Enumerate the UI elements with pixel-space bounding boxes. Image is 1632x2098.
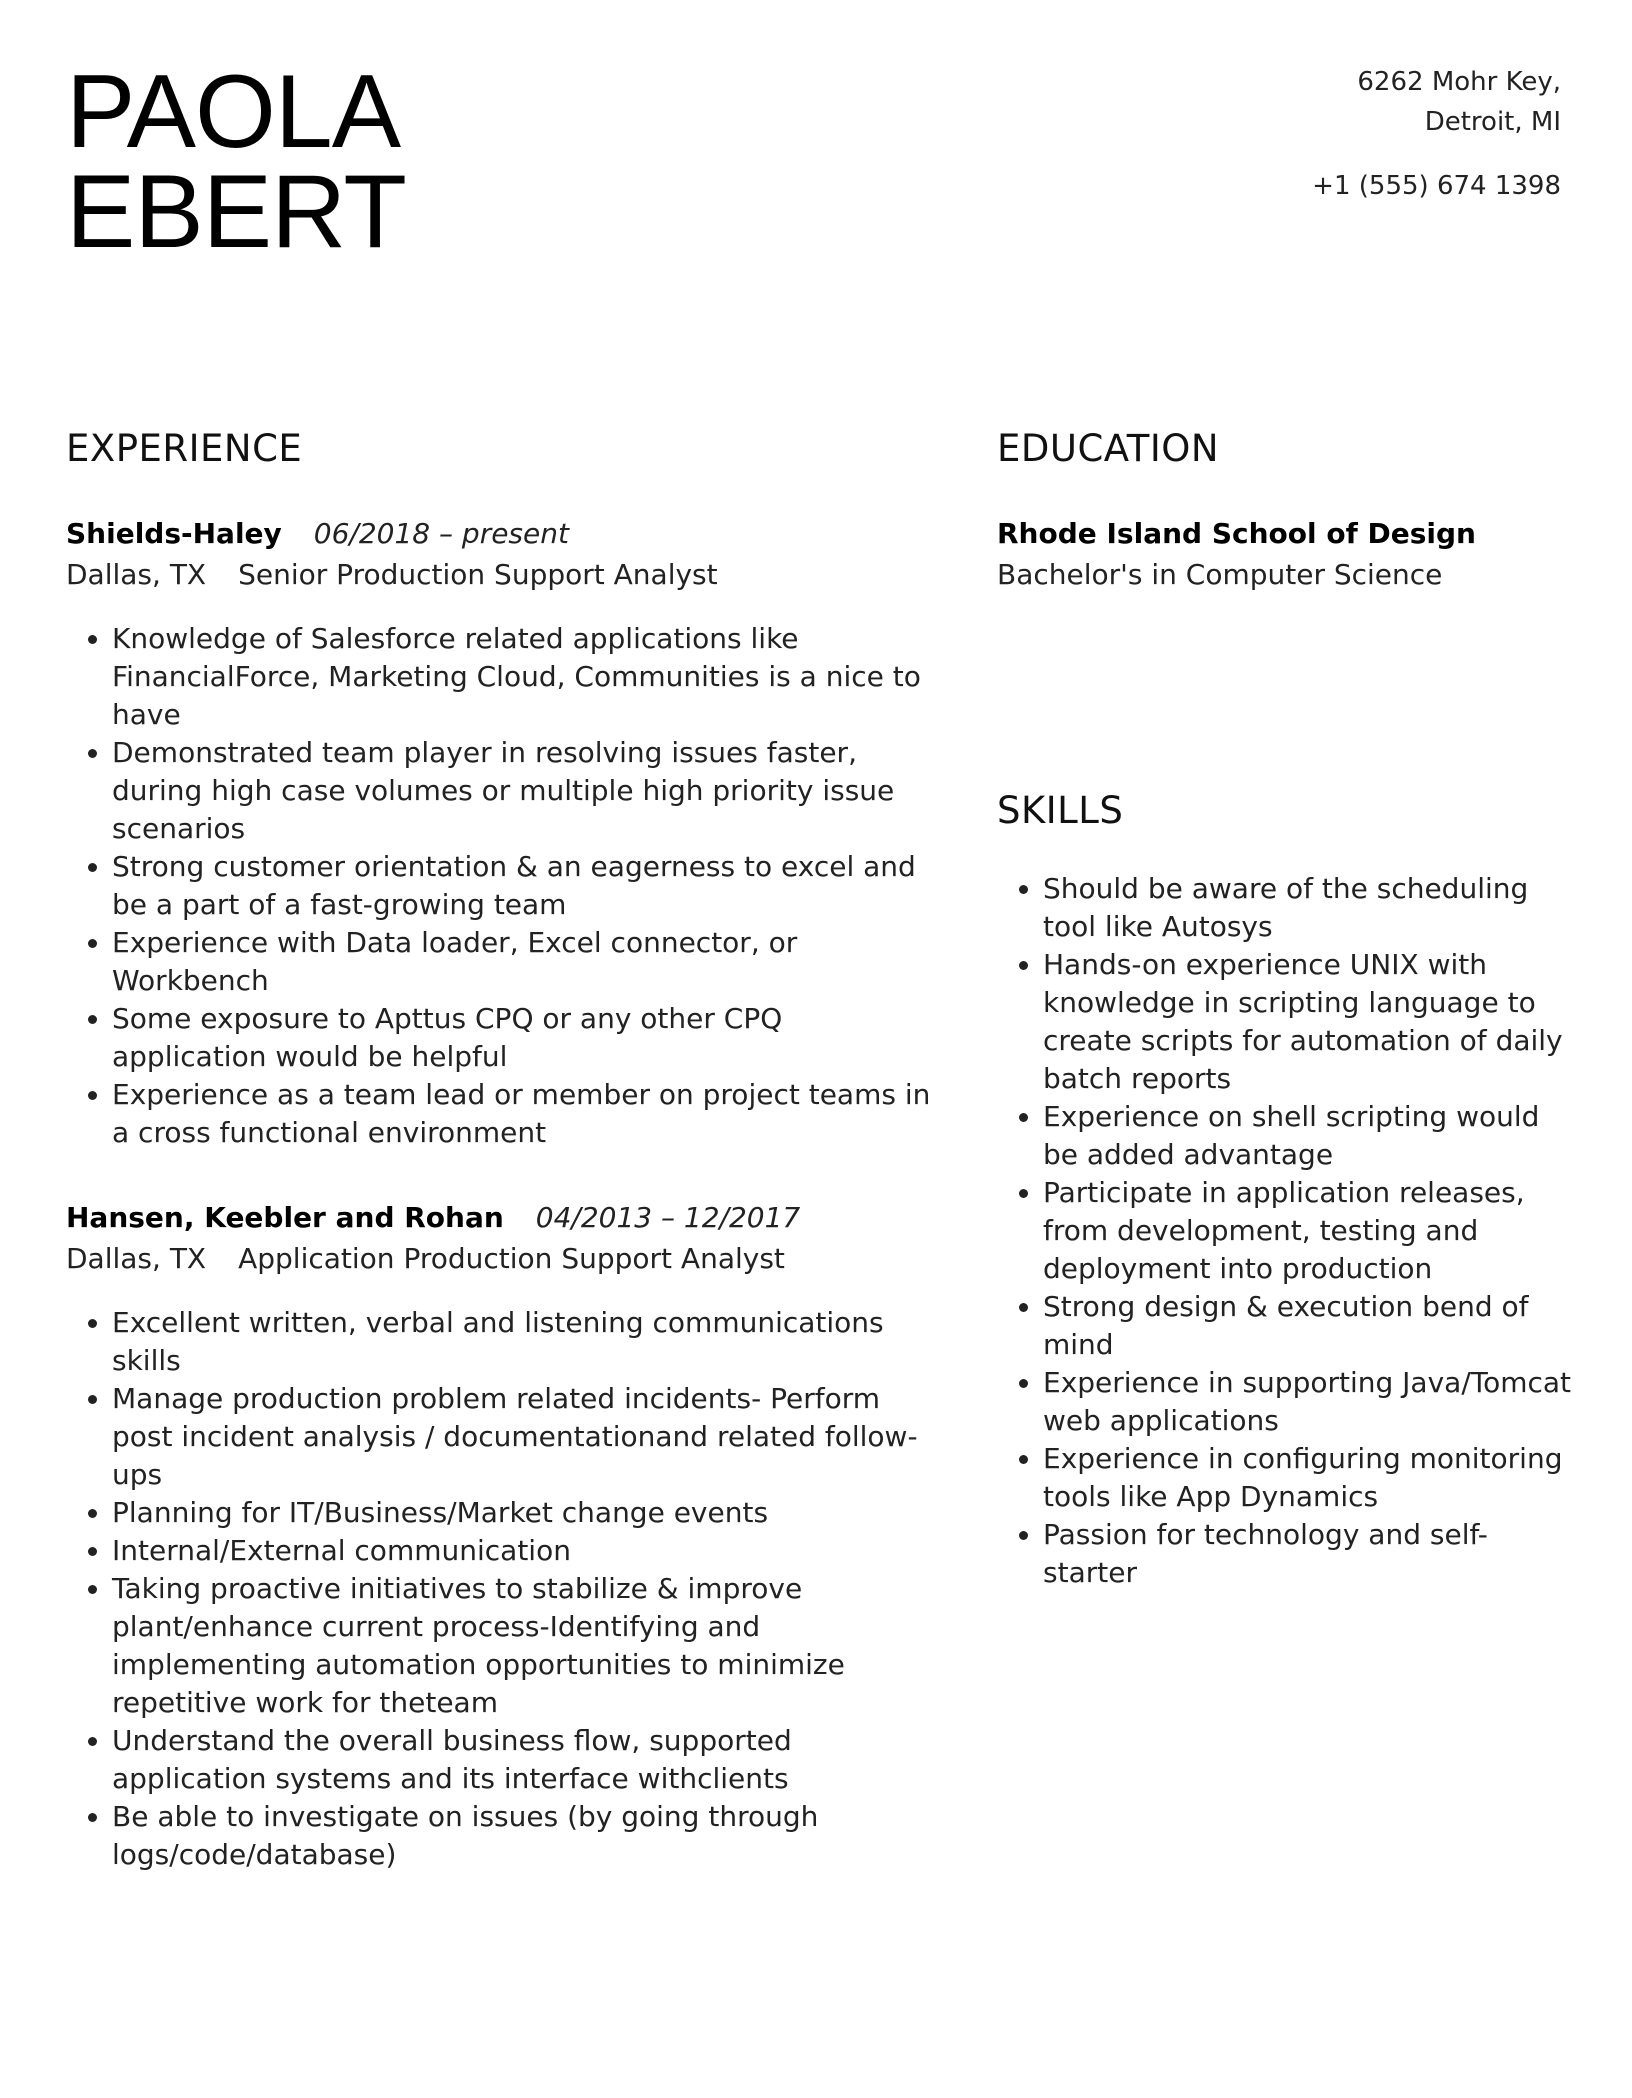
job-bullet: • Experience with Data loader, Excel connector, or Workbench [112,924,936,1000]
job-dates: 06/2018 – present [313,517,569,550]
education-heading: EDUCATION [997,427,1220,470]
job-bullet: • Knowledge of Salesforce related applications like FinancialForce, Marketing Cloud, Communities is a nice to have [112,620,936,734]
experience-heading: EXPERIENCE [66,427,303,470]
education-section [997,424,1577,596]
candidate-name [66,54,406,270]
job-bullet: • Demonstrated team player in resolving issues faster, during high case volumes or multiple high priority issue scenarios [112,734,936,848]
job-bullet: • Manage production problem related incidents- Perform post incident analysis / documentationand related follow-ups [112,1380,936,1494]
job-bullet: • Excellent written, verbal and listening communications skills [112,1304,936,1380]
address-line-1: 6262 Mohr Key, [1357,67,1561,97]
skill-item: • Strong design & execution bend of mind [1043,1288,1577,1364]
company-name: Hansen, Keebler and Rohan [66,1201,504,1234]
phone-number: +1 (555) 674 1398 [1312,171,1561,201]
skill-item: • Should be aware of the scheduling tool like Autosys [1043,870,1577,946]
job-subheader [66,554,936,596]
skill-item: • Participate in application releases, from development, testing and deployment into production [1043,1174,1577,1288]
job-bullet: • Internal/External communication [112,1532,936,1570]
company-name: Shields-Haley [66,517,282,550]
job-header [66,514,936,554]
sidebar-column [997,424,1577,1592]
job-bullet: • Experience as a team lead or member on project teams in a cross functional environment [112,1076,936,1152]
job-subheader [66,1238,936,1280]
job-location: Dallas, TX [66,1242,207,1275]
job-title: Application Production Support Analyst [238,1242,785,1275]
job-bullet: • Some exposure to Apttus CPQ or any other CPQ application would be helpful [112,1000,936,1076]
skill-item: • Experience in configuring monitoring tools like App Dynamics [1043,1440,1577,1516]
skills-list [997,870,1577,1592]
skill-item: • Passion for technology and self- starter [1043,1516,1577,1592]
skill-item: • Experience in supporting Java/Tomcat web applications [1043,1364,1577,1440]
address-line-2: Detroit, MI [1424,107,1561,137]
experience-section [66,424,936,1874]
job-bullet: • Taking proactive initiatives to stabilize & improve plant/enhance current process-Identifying and implementing automation opportunities to minimize repetitive work for theteam [112,1570,936,1722]
job-entry [66,514,936,1152]
skill-item: • Hands-on experience UNIX with knowledge in scripting language to create scripts for automation of daily batch reports [1043,946,1577,1098]
skills-heading: SKILLS [997,789,1124,832]
job-dates: 04/2013 – 12/2017 [535,1201,801,1234]
job-bullet: • Be able to investigate on issues (by going through logs/code/database) [112,1798,936,1874]
job-title: Senior Production Support Analyst [238,558,718,591]
job-header [66,1198,936,1238]
first-name: PAOLA [66,54,401,170]
job-bullets [66,620,936,1152]
job-bullet: • Planning for IT/Business/Market change events [112,1494,936,1532]
skills-section [997,786,1577,1592]
job-bullets [66,1304,936,1874]
contact-info [1312,62,1561,206]
job-bullet: • Understand the overall business flow, supported application systems and its interface withclients [112,1722,936,1798]
school-name: Rhode Island School of Design [997,517,1476,550]
job-bullet: • Strong customer orientation & an eagerness to excel and be a part of a fast-growing team [112,848,936,924]
job-location: Dallas, TX [66,558,207,591]
skill-item: • Experience on shell scripting would be added advantage [1043,1098,1577,1174]
degree: Bachelor's in Computer Science [997,558,1443,591]
job-entry [66,1198,936,1874]
last-name: EBERT [66,154,406,270]
